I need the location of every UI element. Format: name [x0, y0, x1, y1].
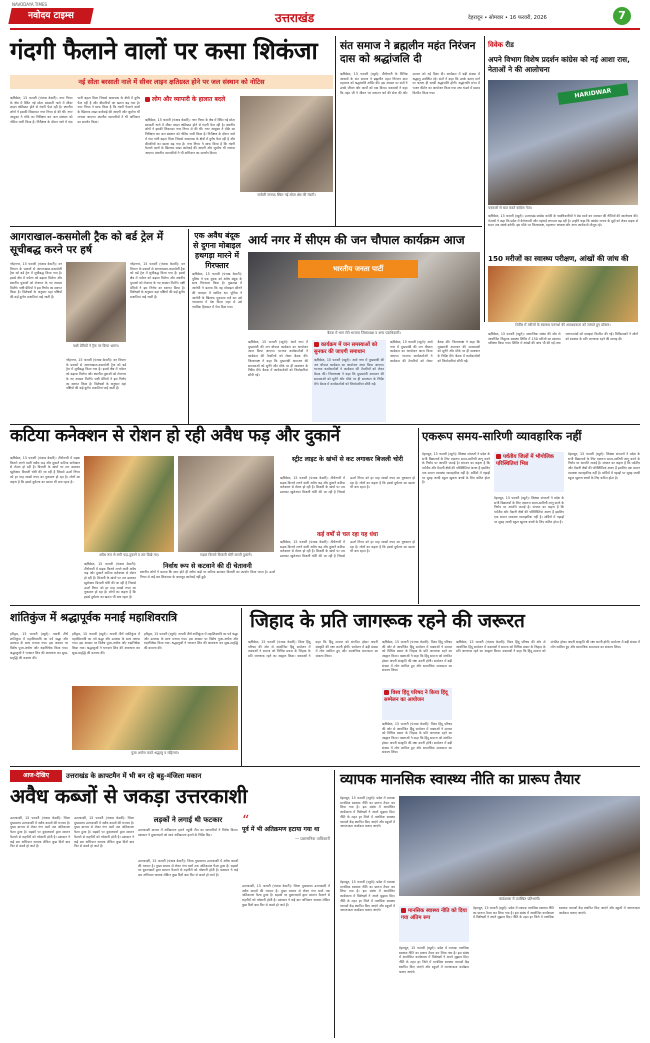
section-name: उत्तराखंड [275, 11, 315, 25]
chaupal-headline: आर्य नगर में सीएम की जन चौपाल कार्यक्रम आज [248, 233, 465, 247]
kabze-quote-by: — प्रशासनिक अधिकारी [295, 836, 330, 841]
shantikunj-photo [72, 686, 238, 750]
kabze-body-a: उत्तरकाशी, 15 फरवरी (पंजाब केसरी): जिला मुख्यालय उत्तरकाशी में अवैध कब्जों की भरमार है। मुख्य बाजार से लेकर गंगा घाटों तक अतिक्रमण फैला हुआ है। सड़कों पर दुकानदारों द्वारा सामान फैलाने से राहगीरों को परेशानी होती है। प्रशासन ने कई बार अभियान चलाया लेकिन कुछ दिनों बाद फिर से कब्जे हो जाते हैं। [10, 816, 70, 849]
trek-photo [66, 262, 126, 342]
lead-side-bullet-text: लोग और व्यापारी के हालात बदले [152, 96, 226, 103]
mental-headline: व्यापक मानसिक स्वास्थ्य नीति का प्रारूप तैयार [340, 771, 580, 788]
vivek-label-a: विवेक [488, 41, 503, 49]
jihad-sub-bullet-text: विश्व हिंदू परिषद ने किया हिंदू सम्मेलन का आयोजन [384, 690, 448, 703]
kabze-box-body: उत्तरकाशी बाजार में अतिक्रमण हटाने पहुंची टीम का व्यापारियों ने विरोध किया। प्रशासन ने दुकानदारों को स्वयं अतिक्रमण हटाने के निर्देश दिए। [138, 828, 238, 837]
lead-body: ऋषिकेश, 15 फरवरी (पंजाब केसरी): नगर निगम के क्षेत्र में स्थित नई सोता बरसाती नाले में सीवर लाइन क्षतिग्रस्त होने से गंदगी फैल रही है। स्थानीय लोगों ने इसकी शिकायत नगर निगम से की थी। नगर आयुक्त ने मौके का निरीक्षण कर जल संस्थान को नोटिस जारी किया है। निरीक्षण के दौरान नाले में गंदा पानी बहता मिला जिससे आसपास के क्षेत्रों में दुर्गंध फैल रही है और बीमारियों का खतरा बढ़ गया है। नगर निगम ने साफ किया है कि गंदगी फैलाने वालों के खिलाफ सख्त कार्रवाई की जाएगी और जुर्माना भी लगाया जाएगा। स्थानीय व्यापारियों ने भी अभियान का समर्थन किया। [10, 96, 140, 124]
ekroop-body-a: देहरादून, 15 फरवरी (ब्यूरो): शिक्षक संगठनों ने प्रदेश के सभी विद्यालयों के लिए एकरूप समय-सारिणी लागू करने के निर्णय पर आपत्ति जताई है। संगठन का कहना है कि पर्वतीय और मैदानी क्षेत्रों की परिस्थितियां अलग हैं इसलिए एक समान व्यवस्था व्यावहारिक नहीं है। सर्दियों में पहाड़ों पर सुबह जल्दी स्कूल खुलना बच्चों के लिए कठिन होता है। [422, 452, 491, 485]
jihad-body-d: ऋषिकेश, 15 फरवरी (पंजाब केसरी): विश्व हिंदू परिषद की ओर से आयोजित हिंदू सम्मेलन में वक्ताओं ने समाज को विभिन्न प्रकार के जिहाद के प्रति जागरूक रहने का आह्वान किया। वक्ताओं ने कहा कि हिंदू समाज को संगठित होकर अपनी संस्कृति की रक्षा करनी होगी। सम्मेलन में बड़ी संख्या में लोग शामिल हुए और सामाजिक समरसता का संकल्प लिया। [456, 640, 640, 654]
aarogya-headline: 150 मरीजों का स्वास्थ्य परीक्षण, आंखों की जांच की [488, 254, 629, 263]
kabze-box-body-more: उत्तरकाशी, 15 फरवरी (पंजाब केसरी): जिला मुख्यालय उत्तरकाशी में अवैध कब्जों की भरमार है। मुख्य बाजार से लेकर गंगा घाटों तक अतिक्रमण फैला हुआ है। सड़कों पर दुकानदारों द्वारा सामान फैलाने से राहगीरों को परेशानी होती है। प्रशासन ने कई बार अभियान चलाया लेकिन कुछ दिनों बाद फिर से कब्जे हो जाते हैं। [138, 859, 238, 878]
divider-h2 [10, 424, 640, 425]
katiya-body-a: ऋषिकेश, 15 फरवरी (पंजाब केसरी): तीर्थनगरी में सड़क किनारे लगने वाली अवैध फड़ और दुकानें कटिया कनेक्शन से रोशन हो रही हैं। बिजली के खंभों पर तार डालकर खुलेआम बिजली चोरी की जा रही है जिससे ऊर्जा निगम को हर माह लाखों रुपए का नुकसान हो रहा है। लोगों का कहना है कि इससे दुर्घटना का खतरा भी बना रहता है। [10, 456, 80, 484]
masthead [0, 0, 650, 30]
aarogya-photo [488, 266, 638, 322]
divider-v5 [241, 608, 242, 766]
divider-h1 [10, 226, 482, 227]
lead-subheadline: नई सोता बरसाती नाले में सीवर लाइन क्षतिग्रस्त होने पर जल संस्थान को नोटिस [10, 75, 333, 89]
divider-v3 [188, 229, 189, 425]
page-number: 7 [613, 7, 631, 25]
katiya-photo-b [178, 456, 274, 552]
vivek-label-b: रीड [505, 41, 514, 49]
kabze-quote: पूर्व में भी अतिक्रमण हटाया गया था [242, 826, 320, 833]
mental-sub-box [399, 906, 469, 942]
shantikunj-body-c: हरिद्वार, 15 फरवरी (ब्यूरो): गायत्री तीर्थ शांतिकुंज में महाशिवरात्रि का पर्व श्रद्धा और उल्लास के साथ मनाया गया। इस अवसर पर विशेष पूजा-अर्चना और रुद्राभिषेक किया गया। श्रद्धालुओं ने भगवान शिव की आराधना कर सुख-समृद्धि की कामना की। [144, 632, 238, 651]
issue-date: देहरादून • सोमवार • 16 फरवरी, 2026 [468, 15, 547, 21]
bjp-banner: भारतीय जनता पार्टी [298, 260, 418, 278]
kabze-body-c: उत्तरकाशी, 15 फरवरी (पंजाब केसरी): जिला मुख्यालय उत्तरकाशी में अवैध कब्जों की भरमार है। मुख्य बाजार से लेकर गंगा घाटों तक अतिक्रमण फैला हुआ है। सड़कों पर दुकानदारों द्वारा सामान फैलाने से राहगीरों को परेशानी होती है। प्रशासन ने कई बार अभियान चलाया लेकिन कुछ दिनों बाद फिर से कब्जे हो जाते हैं। [242, 884, 330, 907]
kabze-headline: अवैध कब्जों से जकड़ा उत्तरकाशी [10, 784, 248, 808]
vivek-photo [488, 80, 638, 205]
jihad-body-c: ऋषिकेश, 15 फरवरी (पंजाब केसरी): विश्व हिंदू परिषद की ओर से आयोजित हिंदू सम्मेलन में वक्ताओं ने समाज को विभिन्न प्रकार के जिहाद के प्रति जागरूक रहने का आह्वान किया। वक्ताओं ने कहा कि हिंदू समाज को संगठित होकर अपनी संस्कृति की रक्षा करनी होगी। सम्मेलन में बड़ी संख्या में लोग शामिल हुए और सामाजिक समरसता का संकल्प लिया। [382, 722, 452, 755]
katiya-body-c: ऋषिकेश, 15 फरवरी (पंजाब केसरी): तीर्थनगरी में सड़क किनारे लगने वाली अवैध फड़ और दुकानें कटिया कनेक्शन से रोशन हो रही हैं। बिजली के खंभों पर तार डालकर खुलेआम बिजली चोरी की जा रही है जिससे ऊर्जा निगम को हर माह लाखों रुपए का नुकसान हो रहा है। लोगों का कहना है कि इससे दुर्घटना का खतरा भी बना रहता है। [280, 476, 415, 495]
masthead-rule [10, 28, 640, 30]
mental-photo [399, 796, 640, 896]
katiya-highlight-title: निर्वाध रूप से कटवाने की दी चेतावनी [163, 562, 252, 570]
trek-body-a: नरेंद्रनगर, 15 फरवरी (पंजाब केसरी): वन विभाग के प्रयासों से आगराखाल-कसमोली ट्रैक को बर्ड ट्रेल में सूचीबद्ध किया गया है। इससे क्षेत्र में पर्यटन को बढ़ावा मिलेगा और स्थानीय युवाओं को रोजगार के नए अवसर मिलेंगे। पक्षी प्रेमियों ने इस निर्णय का स्वागत किया है। विशेषज्ञों के अनुसार यहां पक्षियों की कई दुर्लभ प्रजातियां पाई जाती हैं। [10, 262, 62, 299]
kabze-box-title: लड़कों ने लगाई थी फटकार [153, 816, 223, 824]
kabze-quote-box [242, 813, 330, 880]
shantikunj-body-a: हरिद्वार, 15 फरवरी (ब्यूरो): गायत्री तीर्थ शांतिकुंज में महाशिवरात्रि का पर्व श्रद्धा और उल्लास के साथ मनाया गया। इस अवसर पर विशेष पूजा-अर्चना और रुद्राभिषेक किया गया। श्रद्धालुओं ने भगवान शिव की आराधना कर सुख-समृद्धि की कामना की। [10, 632, 68, 660]
katiya-photo-caption-b: सड़क किनारे बिजली चोरी करती दुकानें। [200, 553, 252, 557]
chaupal-body-b: ऋषिकेश, 15 फरवरी (ब्यूरो): आर्य नगर में मुख्यमंत्री की जन चौपाल कार्यक्रम का आयोजन आज किया जाएगा। भाजपा कार्यकर्ताओं ने कार्यक्रम की तैयारियों को लेकर बैठक की। जिलाध्यक्ष ने कहा कि मुख्यमंत्री आमजन की समस्याओं को सुनेंगे और मौके पर ही समाधान के निर्देश देंगे। बैठक में कार्यकर्ताओं को जिम्मेदारियां सौंपी गईं। [390, 340, 480, 363]
kabze-body-b: उत्तरकाशी, 15 फरवरी (पंजाब केसरी): जिला मुख्यालय उत्तरकाशी में अवैध कब्जों की भरमार है। मुख्य बाजार से लेकर गंगा घाटों तक अतिक्रमण फैला हुआ है। सड़कों पर दुकानदारों द्वारा सामान फैलाने से राहगीरों को परेशानी होती है। प्रशासन ने कई बार अभियान चलाया लेकिन कुछ दिनों बाद फिर से कब्जे हो जाते हैं। [74, 816, 134, 849]
bullet-square-icon [401, 908, 406, 913]
durga-body: ऋषिकेश, 15 फरवरी (पंजाब केसरी): पुलिस ने एक युवक को अवैध बंदूक के साथ गिरफ्तार किया है। पूछताछ में आरोपी ने बताया कि वह मोबाइल छीनने की वारदात में शामिल था। पुलिस ने आरोपी के खिलाफ मुकदमा दर्ज कर उसे न्यायालय में पेश किया जहां से उसे न्यायिक हिरासत में भेज दिया गया। [192, 272, 242, 309]
aarogya-photo-caption: शिविर में मरीजों के स्वास्थ्य परामर्श की आवश्यकता को जांचते हुए डॉक्टर। [515, 323, 611, 327]
durga-headline: एक अवैध बंदूक से दुगना मोबाइल हथगड़ा मारने में गिरफ्तार [193, 231, 241, 270]
lead-side-body: ऋषिकेश, 15 फरवरी (पंजाब केसरी): नगर निगम के क्षेत्र में स्थित नई सोता बरसाती नाले में सीवर लाइन क्षतिग्रस्त होने से गंदगी फैल रही है। स्थानीय लोगों ने इसकी शिकायत नगर निगम से की थी। नगर आयुक्त ने मौके का निरीक्षण कर जल संस्थान को नोटिस जारी किया है। निरीक्षण के दौरान नाले में गंदा पानी बहता मिला जिससे आसपास के क्षेत्रों में दुर्गंध फैल रही है और बीमारियों का खतरा बढ़ गया है। नगर निगम ने साफ किया है कि गंदगी फैलाने वालों के खिलाफ सख्त कार्रवाई की जाएगी और जुर्माना भी लगाया जाएगा। स्थानीय व्यापारियों ने भी अभियान का समर्थन किया। [145, 118, 235, 155]
katiya-photo-caption-a: अवैध रूप से लगी फड़-दुकानें व तार दिखे गए। [99, 553, 159, 557]
katiya-body-b: ऋषिकेश, 15 फरवरी (पंजाब केसरी): तीर्थनगरी में सड़क किनारे लगने वाली अवैध फड़ और दुकानें कटिया कनेक्शन से रोशन हो रही हैं। बिजली के खंभों पर तार डालकर खुलेआम बिजली चोरी की जा रही है जिससे ऊर्जा निगम को हर माह लाखों रुपए का नुकसान हो रहा है। लोगों का कहना है कि इससे दुर्घटना का खतरा भी बना रहता है। [84, 562, 136, 599]
katiya-headline: कटिया कनेक्शन से रोशन हो रही अवैध फड़ और दुकानें [10, 426, 340, 446]
mental-sub-bullet [401, 908, 467, 922]
shantikunj-body-b: हरिद्वार, 15 फरवरी (ब्यूरो): गायत्री तीर्थ शांतिकुंज में महाशिवरात्रि का पर्व श्रद्धा और उल्लास के साथ मनाया गया। इस अवसर पर विशेष पूजा-अर्चना और रुद्राभिषेक किया गया। श्रद्धालुओं ने भगवान शिव की आराधना कर सुख-समृद्धि की कामना की। [72, 632, 140, 655]
mental-body-d: देहरादून, 15 फरवरी (ब्यूरो): प्रदेश में व्यापक मानसिक स्वास्थ्य नीति का प्रारूप तैयार कर लिया गया है। इस संबंध में आयोजित कार्यशाला में विशेषज्ञों ने अपने सुझाव दिए। नीति के तहत हर जिले में मानसिक स्वास्थ्य परामर्श केंद्र स्थापित किए जाएंगे और स्कूलों में जागरूकता कार्यक्रम चलाए जाएंगे। [473, 906, 640, 920]
bullet-square-icon [314, 342, 319, 347]
katiya-mid-sub: स्ट्रीट लाइट के खंभों से कट लगाकर बिजली चोरी [292, 456, 403, 463]
vivek-photo-caption: पत्रकारों से बात करते कांग्रेस नेता। [488, 206, 533, 210]
chaupal-photo-caption: बैठक में भाग लेते भाजपा जिलाध्यक्ष व अन्य पदाधिकारी। [327, 331, 401, 335]
ekroop-body-c: देहरादून, 15 फरवरी (ब्यूरो): शिक्षक संगठनों ने प्रदेश के सभी विद्यालयों के लिए एकरूप समय-सारिणी लागू करने के निर्णय पर आपत्ति जताई है। संगठन का कहना है कि पर्वतीय और मैदानी क्षेत्रों की परिस्थितियां अलग हैं इसलिए एक समान व्यवस्था व्यावहारिक नहीं है। सर्दियों में पहाड़ों पर सुबह जल्दी स्कूल खुलना बच्चों के लिए कठिन होता है। [568, 452, 640, 480]
divider-v4 [418, 428, 419, 604]
jihad-body-a: ऋषिकेश, 15 फरवरी (पंजाब केसरी): विश्व हिंदू परिषद की ओर से आयोजित हिंदू सम्मेलन में वक्ताओं ने समाज को विभिन्न प्रकार के जिहाद के प्रति जागरूक रहने का आह्वान किया। वक्ताओं ने कहा कि हिंदू समाज को संगठित होकर अपनी संस्कृति की रक्षा करनी होगी। सम्मेलन में बड़ी संख्या में लोग शामिल हुए और सामाजिक समरसता का संकल्प लिया। [248, 640, 378, 659]
jihad-sub-bullet [384, 690, 450, 704]
mental-body-a: देहरादून, 15 फरवरी (ब्यूरो): प्रदेश में व्यापक मानसिक स्वास्थ्य नीति का प्रारूप तैयार कर लिया गया है। इस संबंध में आयोजित कार्यशाला में विशेषज्ञों ने अपने सुझाव दिए। नीति के तहत हर जिले में मानसिक स्वास्थ्य परामर्श केंद्र स्थापित किए जाएंगे और स्कूलों में जागरूकता कार्यक्रम चलाए जाएंगे। [340, 796, 395, 829]
aarogya-body: ऋषिकेश, 15 फरवरी (ब्यूरो): सामाजिक संस्था की ओर से आयोजित निशुल्क स्वास्थ्य शिविर में 150 मरीजों का स्वास्थ्य परीक्षण किया गया। शिविर में आंखों की जांच भी की गई तथा जरूरतमंदों को दवाइयां वितरित की गईं। चिकित्सकों ने लोगों को स्वास्थ्य के प्रति जागरूक रहने की सलाह दी। [488, 332, 638, 346]
divider-h4 [10, 766, 640, 767]
vivek-body: ऋषिकेश, 15 फरवरी (ब्यूरो): उत्तराखंड कांग्रेस कमेटी के पदाधिकारियों ने प्रेस वार्ता कर सरकार की नीतियों की आलोचना की। नेताओं ने कहा कि प्रदेश में बेरोजगारी और महंगाई लगातार बढ़ रही है। उन्होंने कहा कि कांग्रेस जनता के मुद्दों को लेकर सड़क से सदन तक संघर्ष करेगी। इस मौके पर जिलाध्यक्ष, महानगर अध्यक्ष और अन्य कार्यकर्ता मौजूद रहे। [488, 214, 638, 228]
trek-body-b: नरेंद्रनगर, 15 फरवरी (पंजाब केसरी): वन विभाग के प्रयासों से आगराखाल-कसमोली ट्रैक को बर्ड ट्रेल में सूचीबद्ध किया गया है। इससे क्षेत्र में पर्यटन को बढ़ावा मिलेगा और स्थानीय युवाओं को रोजगार के नए अवसर मिलेंगे। पक्षी प्रेमियों ने इस निर्णय का स्वागत किया है। विशेषज्ञों के अनुसार यहां पक्षियों की कई दुर्लभ प्रजातियां पाई जाती हैं। [66, 358, 126, 391]
brand-name: नवोदय टाइम्स [28, 11, 74, 21]
masthead-tagline: NAVODAYA TIMES [12, 2, 48, 7]
ekroop-bullet-box [494, 452, 564, 492]
divider-h3 [10, 605, 640, 606]
mental-photo-caption: कार्यशाला में उपस्थित प्रतिभागी। [498, 897, 541, 901]
lead-photo [240, 96, 333, 192]
mental-body-c: देहरादून, 15 फरवरी (ब्यूरो): प्रदेश में व्यापक मानसिक स्वास्थ्य नीति का प्रारूप तैयार कर लिया गया है। इस संबंध में आयोजित कार्यशाला में विशेषज्ञों ने अपने सुझाव दिए। नीति के तहत हर जिले में मानसिक स्वास्थ्य परामर्श केंद्र स्थापित किए जाएंगे और स्कूलों में जागरूकता कार्यक्रम चलाए जाएंगे। [399, 946, 469, 974]
chaupal-sub-box [312, 340, 386, 422]
jihad-headline: जिहाद के प्रति जागरूक रहने की जरूरत [250, 610, 525, 632]
quote-icon: “ [242, 813, 250, 829]
lead-photo-caption: चमोली जनपद स्थित नई सोता क्षेत्र की गंदगी। [257, 193, 316, 197]
ekroop-bullet [496, 454, 562, 468]
katiya-photo-a [84, 456, 174, 552]
mental-body-b: देहरादून, 15 फरवरी (ब्यूरो): प्रदेश में व्यापक मानसिक स्वास्थ्य नीति का प्रारूप तैयार कर लिया गया है। इस संबंध में आयोजित कार्यशाला में विशेषज्ञों ने अपने सुझाव दिए। नीति के तहत हर जिले में मानसिक स्वास्थ्य परामर्श केंद्र स्थापित किए जाएंगे और स्कूलों में जागरूकता कार्यक्रम चलाए जाएंगे। [340, 880, 395, 913]
ekroop-body-b: देहरादून, 15 फरवरी (ब्यूरो): शिक्षक संगठनों ने प्रदेश के सभी विद्यालयों के लिए एकरूप समय-सारिणी लागू करने के निर्णय पर आपत्ति जताई है। संगठन का कहना है कि पर्वतीय और मैदानी क्षेत्रों की परिस्थितियां अलग हैं इसलिए एक समान व्यवस्था व्यावहारिक नहीं है। सर्दियों में पहाड़ों पर सुबह जल्दी स्कूल खुलना बच्चों के लिए कठिन होता है। [494, 496, 564, 524]
shantikunj-photo-caption: पूजा अर्चना करते श्रद्धालु व महिलाएं। [130, 751, 180, 755]
katiya-bottom-sub: कई वर्षों से चल रहा यह धंधा [316, 532, 379, 538]
katiya-body-d: ऋषिकेश, 15 फरवरी (पंजाब केसरी): तीर्थनगरी में सड़क किनारे लगने वाली अवैध फड़ और दुकानें कटिया कनेक्शन से रोशन हो रही हैं। बिजली के खंभों पर तार डालकर खुलेआम बिजली चोरी की जा रही है जिससे ऊर्जा निगम को हर माह लाखों रुपए का नुकसान हो रहा है। लोगों का कहना है कि इससे दुर्घटना का खतरा भी बना रहता है। [280, 540, 415, 559]
katiya-highlight [140, 562, 275, 602]
brand-logo [8, 8, 93, 24]
jihad-sub-box [382, 688, 452, 720]
trek-headline: आगराखाल-कसमोली ट्रैक को बर्ड ट्रेल में सूचीबद्ध करने पर हर्ष [10, 231, 164, 256]
lead-headline: गंदगी फैलाने वालों पर कसा शिकंजा [10, 36, 318, 65]
divider-v6 [334, 770, 335, 1038]
kabze-box [138, 816, 238, 1036]
vivek-headline: अपने विभाग विशेष प्रदर्शन कांग्रेस को नई आशा रास, नेताओं ने की आलोचना [488, 55, 630, 74]
mental-sub-bullet-text: मानसिक स्वास्थ्य नीति को दिया गया अंतिम रूप [401, 908, 467, 921]
vivek-read-label [488, 41, 638, 51]
saint-body: ऋषिकेश, 15 फरवरी (ब्यूरो): तीर्थनगरी के विभिन्न आश्रमों के संत समाज ने ब्रह्मलीन महंत निरंजन दास महाराज को श्रद्धांजलि अर्पित की। इस अवसर पर संतों ने उनके जीवन और कार्यों को याद किया। वक्ताओं ने कहा कि महंत जी ने जीवन भर सनातन धर्म की सेवा की और समाज को नई दिशा दी। कार्यक्रम में बड़ी संख्या में श्रद्धालु उपस्थित रहे। संतों ने कहा कि उनके बताए मार्ग पर चलना ही सच्ची श्रद्धांजलि होगी। श्रद्धांजलि सभा में भजन कीर्तन का आयोजन किया गया तथा भंडारे में प्रसाद वितरित किया गया। [340, 72, 480, 95]
divider-v1 [335, 36, 336, 226]
chaupal-sub-bullet-text: कार्यक्रम में जन समस्याओं को सुनकर की जाएगी समाधान [314, 342, 378, 355]
ekroop-headline: एकरूप समय-सारिणी व्यावहारिक नहीं [422, 429, 582, 443]
lead-side-bullet [145, 96, 235, 104]
saint-headline: संत समाज ने ब्रह्मलीन महंत निरंजन दास को श्रद्धांजलि दी [340, 40, 476, 65]
strip-tag: आज-देखिए [10, 770, 62, 782]
bullet-square-icon [384, 690, 389, 695]
katiya-highlight-body: स्थानीय लोगों ने बताया कि शाम होते ही अवैध फड़ों पर कटिया डालकर बिजली का उपयोग किया जाता है। ऊर्जा निगम से कई बार शिकायत के बावजूद कार्रवाई नहीं हुई। [140, 570, 275, 579]
jihad-body-b: ऋषिकेश, 15 फरवरी (पंजाब केसरी): विश्व हिंदू परिषद की ओर से आयोजित हिंदू सम्मेलन में वक्ताओं ने समाज को विभिन्न प्रकार के जिहाद के प्रति जागरूक रहने का आह्वान किया। वक्ताओं ने कहा कि हिंदू समाज को संगठित होकर अपनी संस्कृति की रक्षा करनी होगी। सम्मेलन में बड़ी संख्या में लोग शामिल हुए और सामाजिक समरसता का संकल्प लिया। [382, 640, 452, 673]
chaupal-body-a: ऋषिकेश, 15 फरवरी (ब्यूरो): आर्य नगर में मुख्यमंत्री की जन चौपाल कार्यक्रम का आयोजन आज किया जाएगा। भाजपा कार्यकर्ताओं ने कार्यक्रम की तैयारियों को लेकर बैठक की। जिलाध्यक्ष ने कहा कि मुख्यमंत्री आमजन की समस्याओं को सुनेंगे और मौके पर ही समाधान के निर्देश देंगे। बैठक में कार्यकर्ताओं को जिम्मेदारियां सौंपी गईं। [248, 340, 308, 377]
bullet-square-icon [496, 454, 501, 459]
chaupal-photo [248, 252, 480, 330]
chaupal-sub-body: ऋषिकेश, 15 फरवरी (ब्यूरो): आर्य नगर में मुख्यमंत्री की जन चौपाल कार्यक्रम का आयोजन आज किया जाएगा। भाजपा कार्यकर्ताओं ने कार्यक्रम की तैयारियों को लेकर बैठक की। जिलाध्यक्ष ने कहा कि मुख्यमंत्री आमजन की समस्याओं को सुनेंगे और मौके पर ही समाधान के निर्देश देंगे। बैठक में कार्यकर्ताओं को जिम्मेदारियां सौंपी गईं। [314, 358, 384, 386]
divider-v2 [484, 36, 485, 322]
shantikunj-headline: शांतिकुंज में श्रद्धापूर्वक मनाई महाशिवरात्रि [10, 611, 178, 624]
ekroop-bullet-text: पर्वतीय जिलों में भौगोलिक परिस्थितियां भिन्न [496, 454, 554, 467]
banner-haridwar: HARIDWAR [558, 83, 629, 105]
strip-text: उत्तराखंड के क्राफ्टमैन में भी बन रहे बहु-मंजिला मकान [66, 772, 202, 780]
chaupal-sub-bullet [314, 342, 384, 356]
trek-photo-caption: पक्षी प्रेमियों ने ट्रैक पर किया भ्रमण। [73, 344, 119, 348]
bullet-square-icon [145, 97, 150, 102]
trek-body-c: नरेंद्रनगर, 15 फरवरी (पंजाब केसरी): वन विभाग के प्रयासों से आगराखाल-कसमोली ट्रैक को बर्ड ट्रेल में सूचीबद्ध किया गया है। इससे क्षेत्र में पर्यटन को बढ़ावा मिलेगा और स्थानीय युवाओं को रोजगार के नए अवसर मिलेंगे। पक्षी प्रेमियों ने इस निर्णय का स्वागत किया है। विशेषज्ञों के अनुसार यहां पक्षियों की कई दुर्लभ प्रजातियां पाई जाती हैं। [130, 262, 185, 299]
